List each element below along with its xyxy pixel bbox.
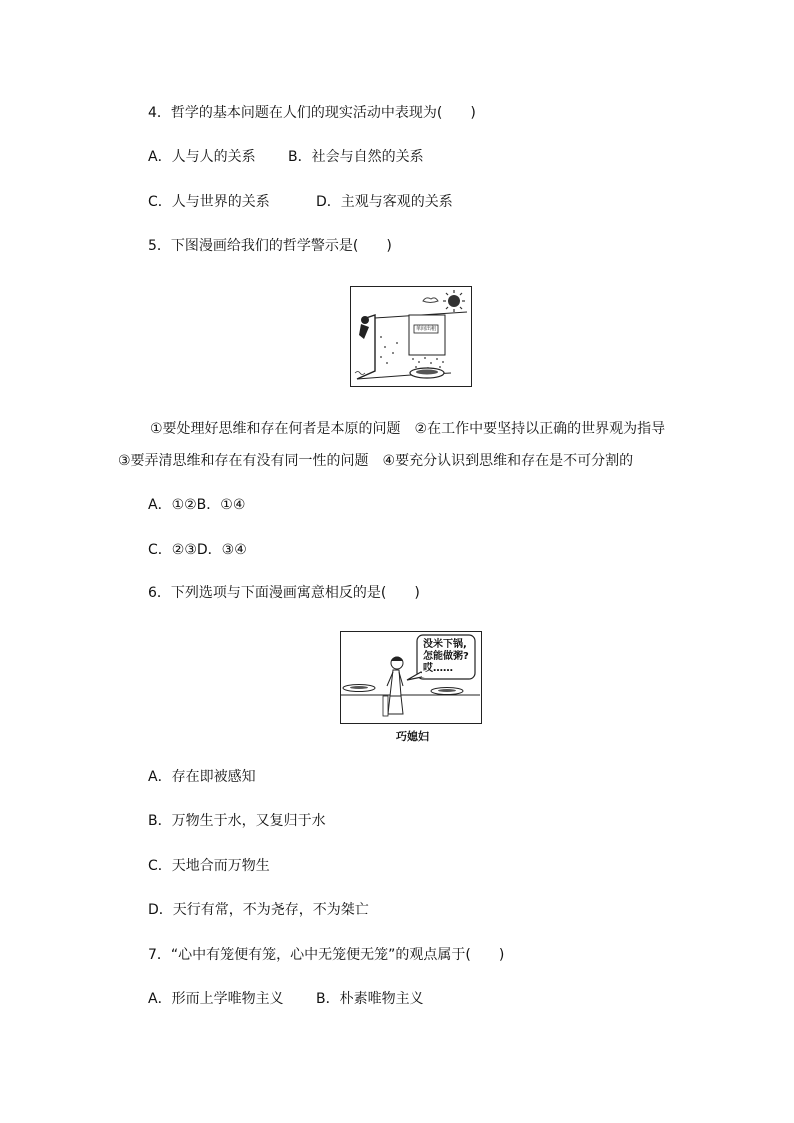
q6-option-a: A．存在即被感知 bbox=[148, 769, 256, 785]
speech-bubble-text bbox=[423, 639, 469, 675]
q7-stem: 7．“心中有笼便有笼，心中无笼便无笼”的观点属于( ) bbox=[148, 947, 505, 963]
q4-option-d: D．主观与客观的关系 bbox=[316, 194, 453, 210]
q5-options-cd: C．②③D．③④ bbox=[148, 542, 247, 558]
q5-statements-line-2: ③要弄清思维和存在有没有同一性的问题 ④要充分认识到思维和存在是不可分割的 bbox=[118, 453, 634, 469]
q6-option-d: D．天行有常，不为尧存，不为桀亡 bbox=[148, 902, 369, 918]
sun-icon bbox=[443, 290, 465, 312]
q5-cartoon bbox=[350, 286, 472, 387]
speech-bubble-line-3: 哎…… bbox=[423, 663, 453, 674]
q4-stem: 4．哲学的基本问题在人们的现实活动中表现为( ) bbox=[148, 105, 476, 121]
q6-stem: 6．下列选项与下面漫画寓意相反的是( ) bbox=[148, 585, 420, 601]
cartoon-sign-text: 单间出租 bbox=[416, 326, 437, 332]
q5-cartoon-drawing bbox=[351, 287, 470, 385]
speech-bubble-line-1: 没米下锅, bbox=[423, 639, 467, 650]
q7-option-a: A．形而上学唯物主义 bbox=[148, 991, 284, 1007]
q6-cartoon bbox=[340, 631, 482, 724]
q6-option-c: C．天地合而万物生 bbox=[148, 858, 270, 874]
q4-option-c: C．人与世界的关系 bbox=[148, 194, 270, 210]
q7-option-b: B．朴素唯物主义 bbox=[316, 991, 424, 1007]
q6-cartoon-caption: 巧媳妇 bbox=[396, 730, 429, 743]
speech-bubble-line-2: 怎能做粥? bbox=[423, 651, 469, 662]
q5-options-ab: A．①②B．①④ bbox=[148, 497, 246, 513]
q5-stem: 5．下图漫画给我们的哲学警示是( ) bbox=[148, 238, 392, 254]
q4-option-b: B．社会与自然的关系 bbox=[288, 149, 424, 165]
q6-option-b: B．万物生于水，又复归于水 bbox=[148, 813, 326, 829]
q4-option-a: A．人与人的关系 bbox=[148, 149, 256, 165]
q5-statements-line-1: ①要处理好思维和存在何者是本原的问题 ②在工作中要坚持以正确的世界观为指导 bbox=[150, 421, 666, 437]
